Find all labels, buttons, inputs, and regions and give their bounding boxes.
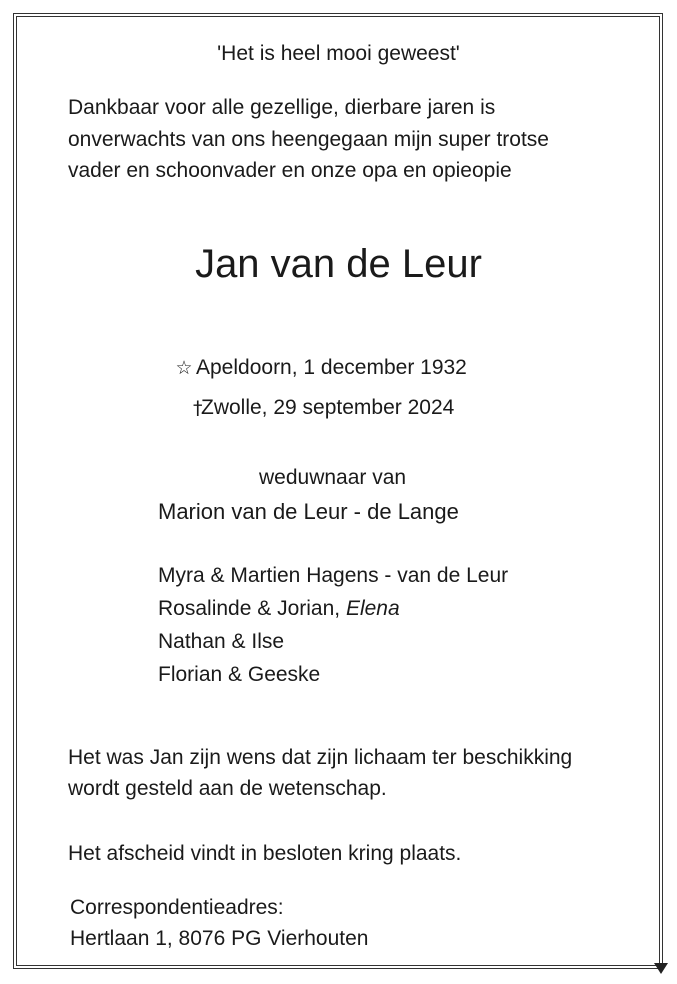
spouse-name: Marion van de Leur - de Lange: [158, 499, 459, 524]
intro-line: vader en schoonvader en onze opa en opieopie: [68, 159, 512, 182]
intro-line: Dankbaar voor alle gezellige, dierbare jaren is: [68, 96, 496, 119]
family-list: [158, 559, 508, 691]
correspondence-address: Hertlaan 1, 8076 PG Vierhouten: [70, 927, 369, 950]
motto: 'Het is heel mooi geweest': [217, 42, 460, 65]
correspondence-block: [70, 892, 368, 954]
deceased-name: Jan van de Leur: [195, 242, 482, 286]
birth-line: [172, 352, 467, 384]
family-names: Rosalinde & Jorian,: [158, 597, 346, 620]
triangle-down-icon: [654, 963, 668, 974]
grandchild-name: Elena: [345, 597, 400, 620]
star-outline-icon: ☆: [175, 357, 193, 379]
family-member: Florian & Geeske: [158, 663, 321, 686]
wish-line: Het was Jan zijn wens dat zijn lichaam ter beschikking: [68, 746, 573, 769]
death-line: [193, 392, 454, 424]
family-member: [158, 592, 508, 625]
dagger-cross-icon: †: [193, 397, 203, 419]
family-member: Myra & Martien Hagens - van de Leur: [158, 564, 509, 587]
family-member: Nathan & Ilse: [158, 630, 285, 653]
birth-details: Apeldoorn, 1 december 1932: [196, 356, 467, 379]
wish-text: [68, 742, 572, 804]
widower-label: weduwnaar van: [259, 466, 407, 489]
intro-line: onverwachts van ons heengegaan mijn super trotse: [68, 127, 549, 151]
intro-text: [68, 92, 648, 187]
death-details: Zwolle, 29 september 2024: [201, 396, 455, 419]
correspondence-label: Correspondentieadres:: [70, 896, 284, 919]
farewell-text: Het afscheid vindt in besloten kring plaats.: [68, 842, 462, 865]
wish-line: wordt gesteld aan de wetenschap.: [68, 777, 387, 800]
